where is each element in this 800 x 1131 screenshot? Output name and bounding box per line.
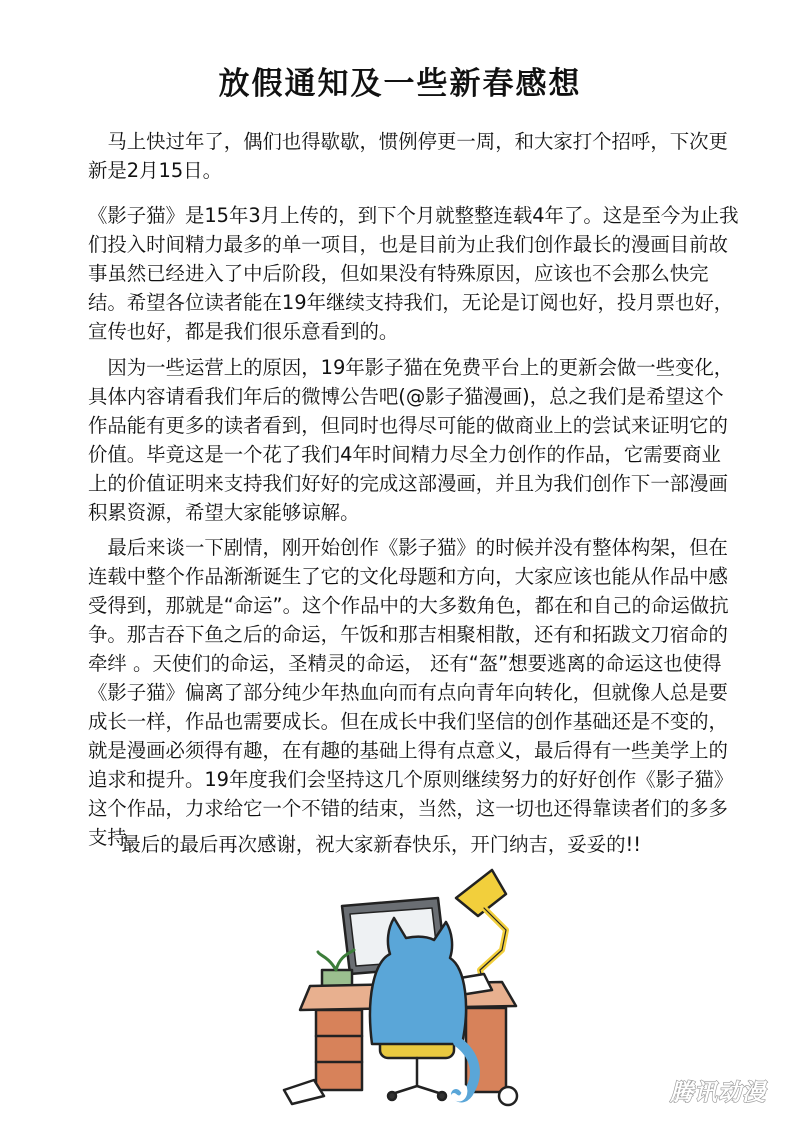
paragraph-holiday-notice: 马上快过年了，偶们也得歇歇，惯例停更一周，和大家打个招呼，下次更新是2月15日。 bbox=[88, 130, 728, 182]
crumpled-paper bbox=[499, 1087, 517, 1105]
desk-drawers-left bbox=[316, 1010, 362, 1090]
paragraph-serialization: 《影子猫》是15年3月上传的，到下个月就整整连载4年了。这是至今为止我们投入时间精力最多的单一项目，也是目前为止我们创作最长的漫画目前故事虽然已经进入了中后阶段，但如果没有特殊原因，应该也不会那么快完结。希望各位读者能在19年继续支持我们，无论是订阅也好，投月票也好，宣传也好，都是我们很乐意看到的。 bbox=[88, 204, 739, 343]
paragraph-closing-thanks: 最后的最后再次感谢，祝大家新春快乐，开门纳吉，妥妥的!! bbox=[121, 833, 642, 856]
paragraph-story-thoughts: 最后来谈一下剧情，刚开始创作《影子猫》的时候并没有整体构架，但在连载中整个作品渐渐诞生了它的文化母题和方向，大家应该也能从作品中感受得到，那就是“命运”。这个作品中的大多数角色，都在和自己的命运做抗争。那吉吞下鱼之后的命运，午饭和那吉相聚相散，还有和拓跋文刀宿命的牵绊 。天使们的命运，圣精灵的命运， 还有“盔”想要逃离的命运这也使得《影子猫》偏离了部分纯少年热血向而有点向青年向转化，但就像人总是要成长一样，作品也需要成长。但在成长中我们坚信的创作基础还是不变的，就是漫画必须得有趣，在有趣的基础上得有点意义，最后得有一些美学上的追求和提升。19年度我们会坚持这几个原则继续努力的好好创作《影子猫》这个作品，力求给它一个不错的结束，当然，这一切也还得靠读者们的多多支持。 bbox=[88, 536, 734, 849]
watermark-logo bbox=[654, 1071, 782, 1113]
paragraph-platform-changes: 因为一些运营上的原因，19年影子猫在免费平台上的更新会做一些变化，具体内容请看我们年后的微博公告吧(@影子猫漫画)，总之我们是希望这个作品能有更多的读者看到，但同时也得尽可能的做商业上的尝试来证明它的价值。毕竟这是一个花了我们4年时间精力尽全力创作的作品，它需要商业上的价值证明来支持我们好好的完成这部漫画，并且为我们创作下一部漫画积累资源，希望大家能够谅解。 bbox=[88, 356, 734, 524]
lamp-shade bbox=[456, 870, 506, 916]
watermark-text: 腾讯动漫 bbox=[670, 1080, 766, 1106]
page-title: 放假通知及一些新春感想 bbox=[218, 66, 582, 102]
cat-at-desk-illustration bbox=[270, 858, 570, 1118]
